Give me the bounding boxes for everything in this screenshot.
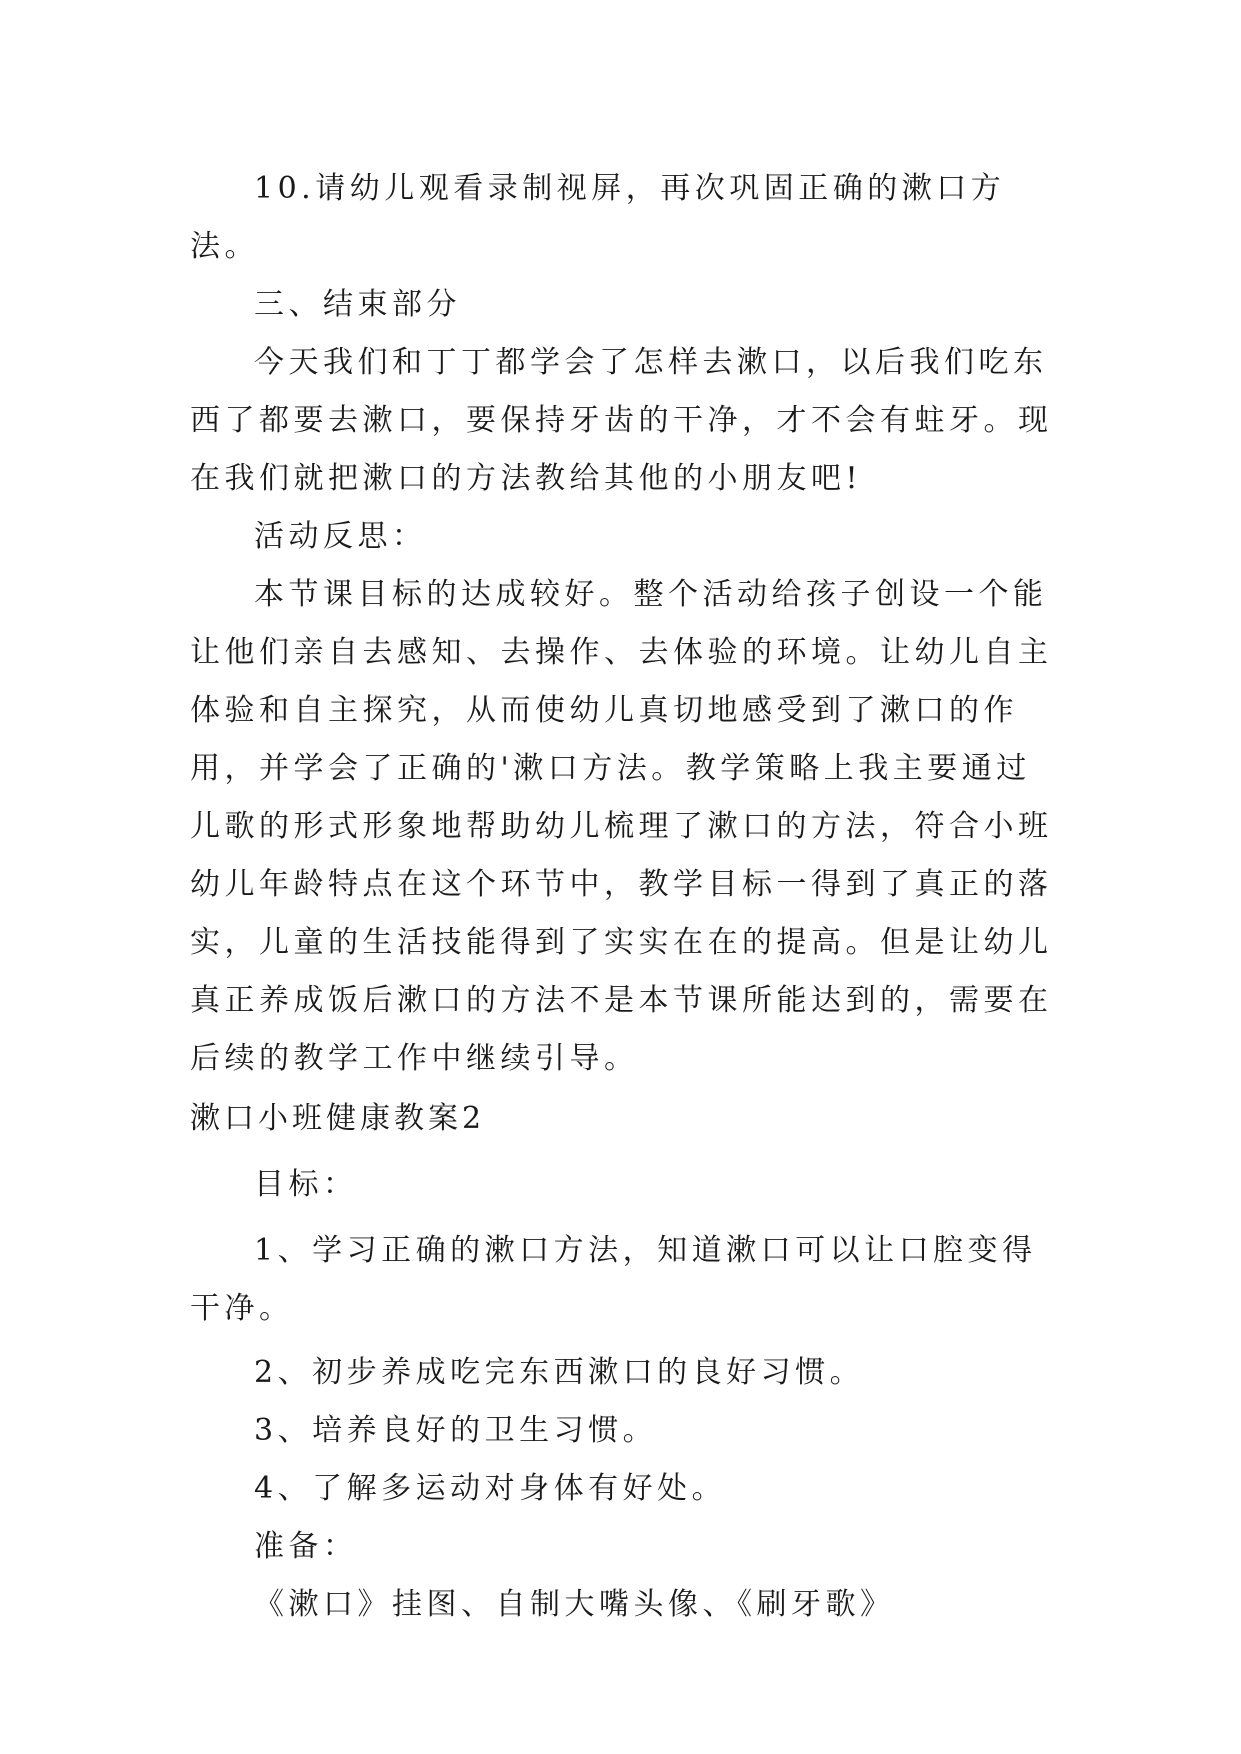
- closing-paragraph: 今天我们和丁丁都学会了怎样去漱口，以后我们吃东西了都要去漱口，要保持牙齿的干净，才不会有蛀牙。现在我们就把漱口的方法教给其他的小朋友吧!: [190, 345, 1053, 496]
- goal-1: 1、学习正确的漱口方法，知道漱口可以让口腔变得干净。: [190, 1233, 1037, 1326]
- goal-3: 3、培养良好的卫生习惯。: [254, 1413, 658, 1448]
- goal-4: 4、了解多运动对身体有好处。: [254, 1471, 727, 1506]
- prep-items: 《漱口》挂图、自制大嘴头像、《刷牙歌》: [254, 1587, 895, 1622]
- step-10-paragraph: 10.请幼儿观看录制视屏，再次巩固正确的漱口方法。: [190, 171, 1006, 264]
- part-3-heading: 三、结束部分: [254, 287, 461, 322]
- prep-heading: 准备：: [254, 1529, 358, 1564]
- goals-heading: 目标：: [254, 1167, 358, 1202]
- document-body: [190, 160, 1060, 1634]
- reflection-paragraph: 本节课目标的达成较好。整个活动给孩子创设一个能让他们亲自去感知、去操作、去体验的环境。让幼儿自主体验和自主探究，从而使幼儿真切地感受到了漱口的作用，并学会了正确的'漱口方法。教学策略上我主要通过儿歌的形式形象地帮助幼儿梳理了漱口的方法，符合小班幼儿年龄特点在这个环节中，教学目标一得到了真正的落实，儿童的生活技能得到了实实在在的提高。但是让幼儿真正养成饭后漱口的方法不是本节课所能达到的，需要在后续的教学工作中继续引导。: [190, 577, 1053, 1076]
- lesson-2-title: 漱口小班健康教案2: [190, 1101, 486, 1136]
- reflection-heading: 活动反思：: [254, 519, 427, 554]
- goal-2: 2、初步养成吃完东西漱口的良好习惯。: [254, 1355, 865, 1390]
